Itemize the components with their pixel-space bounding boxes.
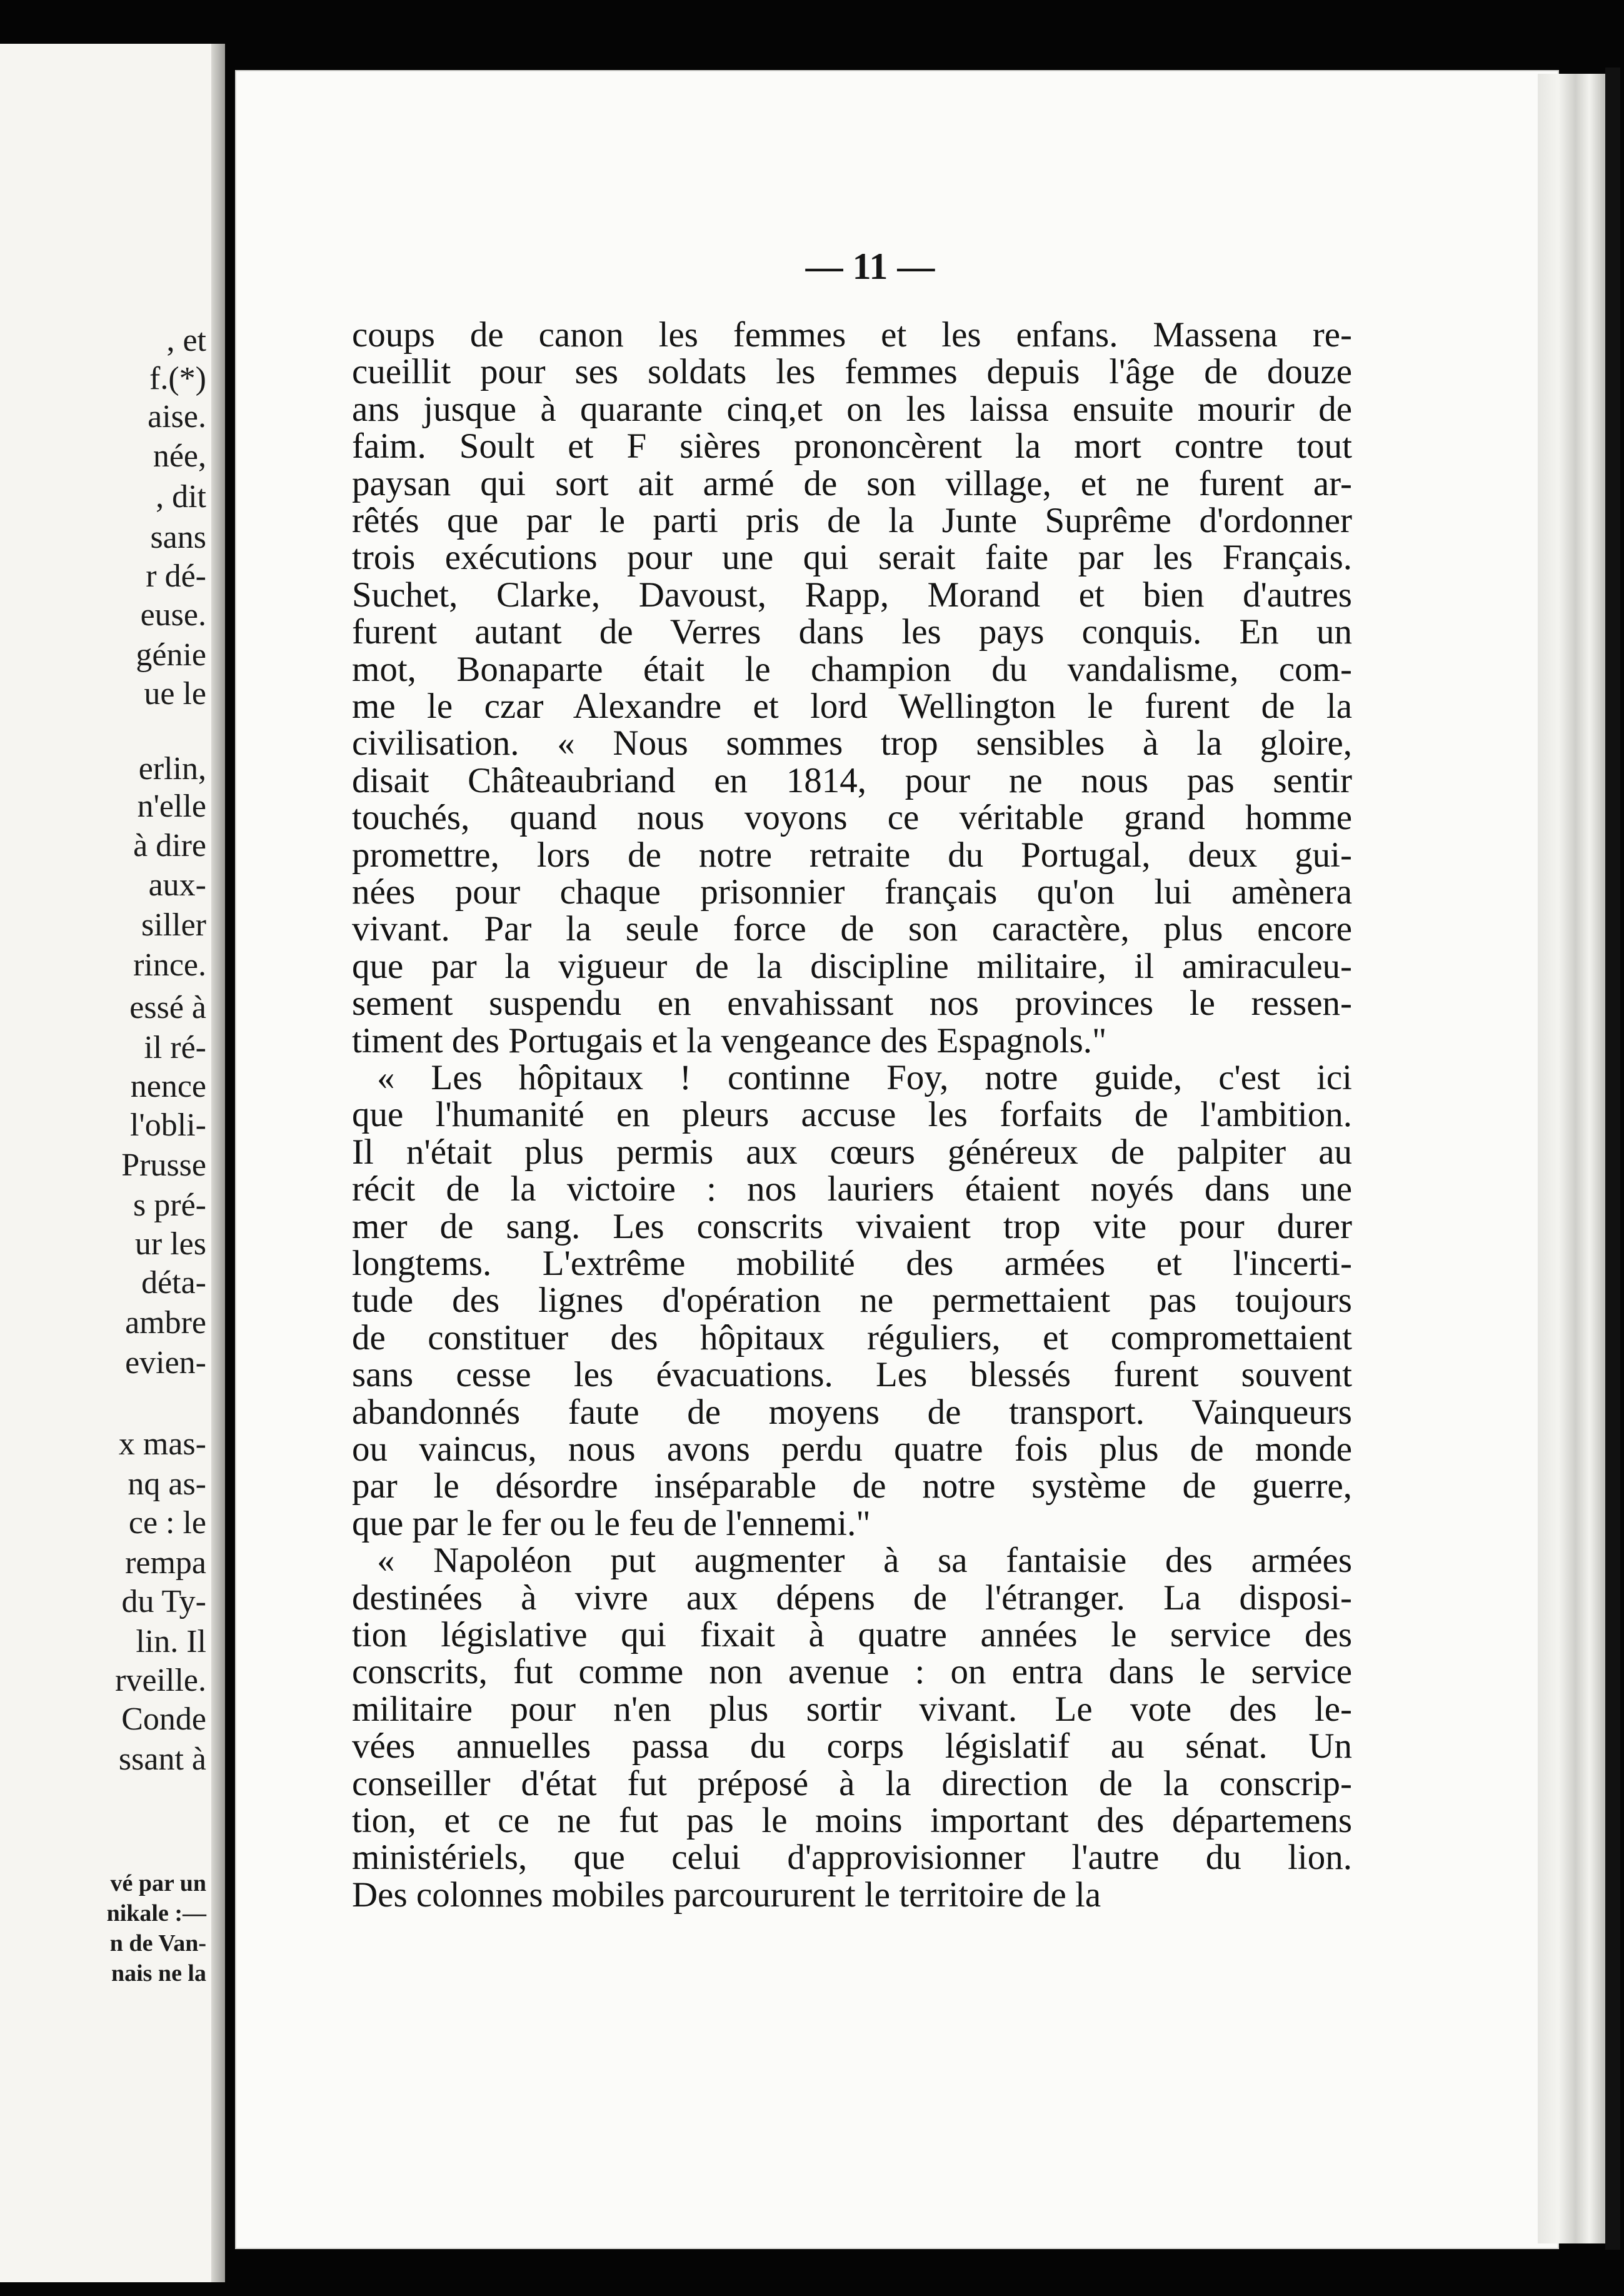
page-number: — 11 — [805, 246, 935, 287]
text-line: « Napoléon put augmenter à sa fantaisie des armées [377, 1541, 1352, 1581]
left-page-fragment: lin. Il [136, 1624, 206, 1659]
text-line: trois exécutions pour une qui serait faite par les Français. [352, 538, 1352, 578]
text-line: tion législative qui fixait à quatre années le service des [352, 1615, 1352, 1654]
left-page-fragment: nence [130, 1069, 206, 1104]
text-line: sement suspendu en envahissant nos provinces le ressen- [352, 984, 1352, 1024]
text-line: cueillit pour ses soldats les femmes depuis l'âge de douze [352, 352, 1352, 392]
text-line: conscrits, fut comme non avenue : on entra dans le service [352, 1652, 1352, 1692]
page-edge [1538, 74, 1606, 2243]
text-line: furent autant de Verres dans les pays conquis. En un [352, 612, 1352, 652]
text-line: timent des Portugais et la vengeance des Espagnols." [352, 1020, 1107, 1060]
text-line: sans cesse les évacuations. Les blessés furent souvent [352, 1355, 1352, 1395]
text-line: abandonnés faute de moyens de transport. Vainqueurs [352, 1392, 1352, 1432]
text-line: Il n'était plus permis aux cœurs généreux de palpiter au [352, 1132, 1352, 1172]
text-line: militaire pour n'en plus sortir vivant. Le vote des le- [352, 1689, 1352, 1729]
left-page-footnote-line: vé par un [110, 1870, 206, 1896]
text-line: de constituer des hôpitaux réguliers, et compromettaient [352, 1317, 1352, 1357]
text-line: que l'humanité en pleurs accuse les forfaits de l'ambition. [352, 1095, 1352, 1135]
book-gutter [211, 44, 225, 2282]
text-line: par le désordre inséparable de notre système de guerre, [352, 1466, 1352, 1506]
left-page-fragment: rince. [133, 947, 206, 983]
left-page-footnote-line: nais ne la [111, 1960, 206, 1986]
left-facing-page [0, 44, 225, 2282]
left-page-fragment: du Ty- [121, 1584, 206, 1619]
text-line: récit de la victoire : nos lauriers étaient noyés dans une [352, 1169, 1352, 1209]
left-page-fragment: née, [153, 438, 206, 474]
text-line: civilisation. « Nous sommes trop sensibles à la gloire, [352, 723, 1352, 763]
left-page-fragment: , dit [156, 479, 206, 515]
text-line: « Les hôpitaux ! continne Foy, notre guide, c'est ici [377, 1058, 1352, 1097]
text-line: conseiller d'état fut préposé à la direction de la conscrip- [352, 1763, 1352, 1803]
text-line: mer de sang. Les conscrits vivaient trop vite pour durer [352, 1206, 1352, 1246]
left-page-fragment: nq as- [128, 1466, 206, 1502]
left-page-fragment: ur les [134, 1226, 206, 1262]
text-line: que par la vigueur de la discipline militaire, il amiraculeu- [352, 946, 1352, 986]
text-line: rêtés que par le parti pris de la Junte Suprême d'ordonner [352, 501, 1352, 540]
left-page-fragment: ue le [144, 676, 206, 712]
text-line: paysan qui sort ait armé de son village, et ne furent ar- [352, 463, 1352, 503]
left-page-fragment: , et [166, 323, 206, 358]
text-line: vivant. Par la seule force de son caractère, plus encore [352, 909, 1352, 949]
left-page-footnote-line: nikale :— [106, 1900, 206, 1926]
left-page-fragment: déta- [141, 1265, 206, 1301]
text-line: coups de canon les femmes et les enfans. Massena re- [352, 315, 1352, 355]
text-line: promettre, lors de notre retraite du Portugal, deux gui- [352, 835, 1352, 875]
text-line: tude des lignes d'opération ne permettaient pas toujours [352, 1281, 1352, 1321]
left-page-fragment: aux- [148, 867, 206, 903]
left-page-fragment: f.(*) [149, 361, 206, 396]
left-page-fragment: ssant à [118, 1741, 206, 1777]
left-page-fragment: Prusse [121, 1147, 206, 1183]
left-page-fragment: n'elle [137, 788, 206, 824]
left-page-fragment: Conde [121, 1701, 206, 1737]
text-line: que par le fer ou le feu de l'ennemi." [352, 1503, 871, 1543]
left-page-fragment: à dire [133, 828, 206, 864]
text-line: vées annuelles passa du corps législatif au sénat. Un [352, 1726, 1352, 1766]
left-page-fragment: x mas- [118, 1426, 206, 1462]
text-line: destinées à vivre aux dépens de l'étranger. La disposi- [352, 1578, 1352, 1618]
left-page-fragment: siller [141, 907, 206, 943]
left-page-fragment: aise. [148, 399, 206, 435]
left-page-fragment: ambre [125, 1305, 206, 1341]
text-line: ans jusque à quarante cinq,et on les laissa ensuite mourir de [352, 389, 1352, 429]
left-page-fragment: evien- [125, 1345, 206, 1381]
text-line: longtems. L'extrême mobilité des armées et l'incerti- [352, 1244, 1352, 1283]
left-page-fragment: r dé- [146, 558, 206, 594]
left-page-fragment: génie [136, 637, 206, 673]
left-page-fragment: essé à [129, 990, 206, 1025]
text-line: mot, Bonaparte était le champion du vandalisme, com- [352, 649, 1352, 689]
text-line: faim. Soult et F sières prononcèrent la mort contre tout [352, 426, 1352, 466]
left-page-fragment: ce : le [128, 1505, 206, 1541]
left-page-fragment: l'obli- [129, 1107, 206, 1143]
text-line: ministériels, que celui d'approvisionner l'autre du lion. [352, 1838, 1352, 1878]
left-page-fragment: sans [150, 520, 206, 555]
text-line: touchés, quand nous voyons ce véritable grand homme [352, 798, 1352, 838]
text-line: me le czar Alexandre et lord Wellington le furent de la [352, 687, 1352, 726]
text-line: Suchet, Clarke, Davoust, Rapp, Morand et bien d'autres [352, 575, 1352, 615]
left-page-fragment: il ré- [144, 1030, 206, 1065]
text-line: ou vaincus, nous avons perdu quatre fois plus de monde [352, 1429, 1352, 1469]
text-line: nées pour chaque prisonnier français qu'on lui amènera [352, 872, 1352, 912]
text-line: tion, et ce ne fut pas le moins important des départemens [352, 1801, 1352, 1840]
left-page-fragment: rempa [125, 1545, 206, 1581]
text-line: disait Châteaubriand en 1814, pour ne nous pas sentir [352, 760, 1352, 800]
left-page-fragment: s pré- [133, 1187, 206, 1223]
left-page-fragment: erlin, [138, 751, 206, 787]
left-page-fragment: rveille. [115, 1663, 206, 1698]
text-line: Des colonnes mobiles parcoururent le territoire de la [352, 1875, 1101, 1915]
left-page-fragment: euse. [140, 597, 206, 633]
left-page-footnote-line: n de Van- [109, 1930, 206, 1956]
